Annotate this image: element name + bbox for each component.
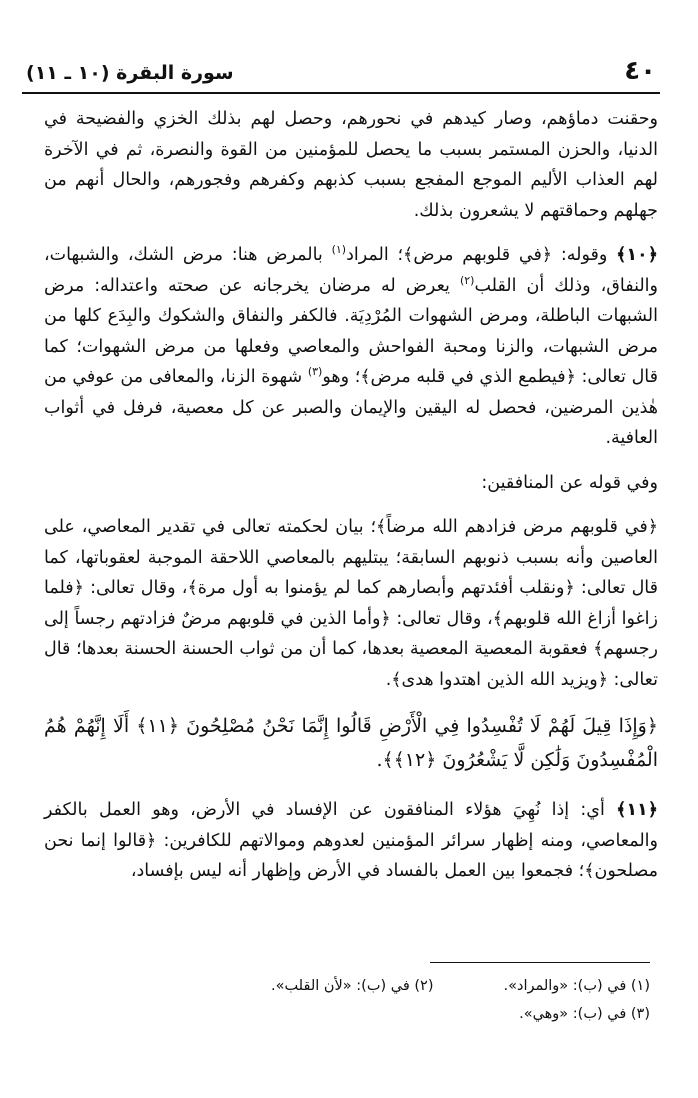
paragraph-5-text: أي: إذا نُهِيَ هؤلاء المنافقون عن الإفساد في الأرض، وهو العمل بالكفر والمعاصي، ومنه إظهار سرائر المؤمنين لعدوهم وموالاتهم للكافرين: ﴿قالوا إنما نحن مصلحون﴾؛ فجمعوا بين العمل بالفساد في الأرض وإظهار أنه ليس بإفساد، bbox=[44, 800, 658, 881]
paragraph-2-part-c: يعرض له مرضان يخرجانه عن صحته واعتداله: مرض الشبهات الباطلة، ومرض الشهوات المُرْدِيَة. فالكفر والنفاق والشكوك والبِدَع كلها من مرض الشبهات، والزنا ومحبة الفواحش والمعاصي وفعلها من مرض الشهوات؛ كما قال تعالى: ﴿فيطمع الذي في قلبه مرض﴾؛ وهو bbox=[44, 275, 658, 387]
footnote-ref-1[interactable]: (١) bbox=[331, 243, 347, 257]
footnote-row bbox=[60, 972, 650, 1000]
footnote-ref-3[interactable]: (٣) bbox=[307, 365, 323, 379]
footnotes bbox=[60, 972, 650, 1028]
page-header bbox=[22, 52, 660, 94]
footnote-row bbox=[60, 1000, 650, 1028]
verse-marker: ﴿١٠﴾ bbox=[616, 245, 658, 265]
main-text bbox=[44, 104, 658, 901]
paragraph-4: ﴿في قلوبهم مرض فزادهم الله مرضاً﴾؛ بيان لحكمته تعالى في تقدير المعاصي، على العاصين وأنه بسبب ذنوبهم السابقة؛ يبتليهم بالمعاصي اللاحقة الموجبة لعقوباتها، كما قال تعالى: ﴿ونقلب أفئدتهم وأبصارهم كما لم يؤمنوا به أول مرة﴾، وقال تعالى: ﴿فلما زاغوا أزاغ الله قلوبهم﴾، وقال تعالى: ﴿وأما الذين في قلوبهم مرضٌ فزادتهم رجساً إلى رجسهم﴾ فعقوبة المعصية المعصية بعدها، كما أن من ثواب الحسنة الحسنة بعدها؛ قال تعالى: ﴿ويزيد الله الذين اهتدوا هدى﴾. bbox=[44, 517, 658, 690]
footnote-1: (١) في (ب): «والمراد». bbox=[503, 978, 650, 994]
paragraph-2-part-d: شهوة الزنا، والمعافى من عوفي من هٰذين المرضين، فحصل له اليقين والإيمان والصبر عن كل معصية، فرفل في أثواب العافية. bbox=[44, 367, 658, 448]
footnote-2: (٢) في (ب): «لأن القلب». bbox=[270, 978, 434, 994]
paragraph-2-part-b: بالمرض هنا: مرض الشك، والشبهات، والنفاق، وذلك أن القلب bbox=[44, 245, 658, 296]
footnote-ref-2[interactable]: (٢) bbox=[459, 273, 475, 287]
page-number: ٤٠ bbox=[624, 56, 656, 86]
paragraph-2-part-a: وقوله: ﴿في قلوبهم مرض﴾؛ المراد bbox=[346, 245, 617, 265]
paragraph-3: وفي قوله عن المنافقين: bbox=[481, 472, 658, 493]
footnote-3: (٣) في (ب): «وهي». bbox=[519, 1006, 650, 1022]
quran-verse: ﴿وَإِذَا قِيلَ لَهُمْ لَا تُفْسِدُوا فِي الْأَرْضِ قَالُوا إِنَّمَا نَحْنُ مُصْلِحُونَ ﴿١١﴾ أَلَا إِنَّهُمْ هُمُ الْمُفْسِدُونَ وَلَٰكِن لَّا يَشْعُرُونَ ﴿١٢﴾﴾. bbox=[44, 715, 658, 771]
footnote-divider bbox=[430, 962, 650, 963]
running-title: سورة البقرة (١٠ ـ ١١) bbox=[26, 62, 234, 84]
paragraph-2 bbox=[44, 240, 658, 454]
paragraph-5 bbox=[44, 795, 658, 887]
verse-marker: ﴿١١﴾ bbox=[616, 800, 658, 820]
paragraph-1: وحقنت دماؤهم، وصار كيدهم في نحورهم، وحصل لهم بذلك الخزي والفضيحة في الدنيا، والحزن المستمر بسبب ما يحصل للمؤمنين من القوة والنصرة، ثم في الآخرة لهم العذاب الأليم الموجع المفجع بسبب كذبهم وكفرهم وفجورهم، والحال أنهم من جهلهم وحماقتهم لا يشعرون بذلك. bbox=[44, 109, 658, 221]
